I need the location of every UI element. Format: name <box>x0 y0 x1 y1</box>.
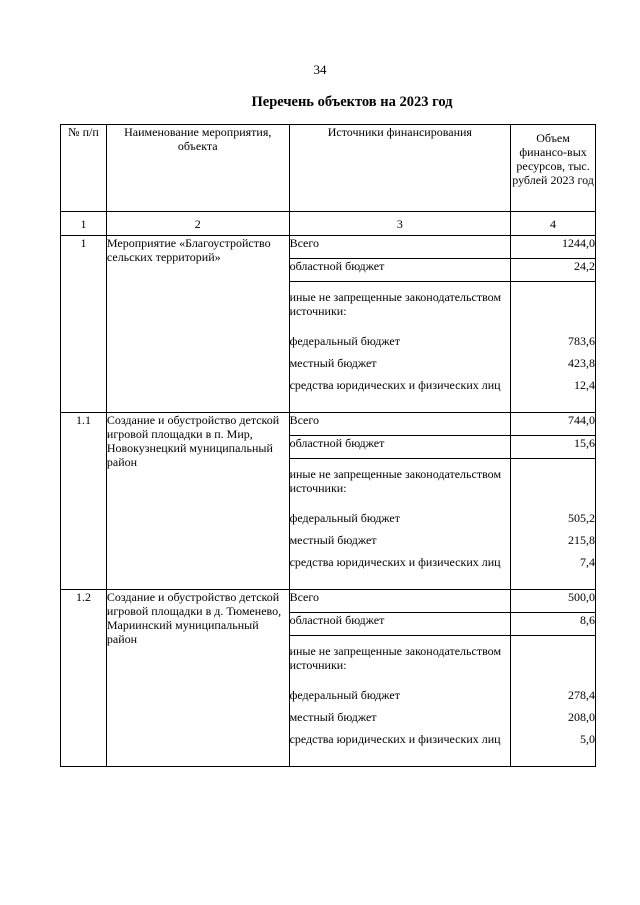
value-legal: 5,0 <box>511 732 596 767</box>
source-legal-label: средства юридических и физических лиц <box>289 555 511 590</box>
page-number: 34 <box>313 62 327 77</box>
row-number: 1 <box>61 236 107 413</box>
section-1-2 <box>61 590 596 767</box>
financing-table <box>60 124 596 767</box>
value-federal: 505,2 <box>511 511 596 533</box>
value-other <box>511 282 596 335</box>
value-total: 1244,0 <box>511 236 596 259</box>
source-regional-label: областной бюджет <box>289 613 511 636</box>
row-number: 1.2 <box>61 590 107 767</box>
source-local-label: местный бюджет <box>289 533 511 555</box>
column-number: 1 <box>61 212 107 236</box>
value-local: 208,0 <box>511 710 596 732</box>
column-number: 2 <box>106 212 289 236</box>
source-other-label: иные не запрещенные законодательством источники: <box>289 282 511 335</box>
section-1-1 <box>61 413 596 590</box>
value-regional: 24,2 <box>511 259 596 282</box>
value-total: 500,0 <box>511 590 596 613</box>
value-regional: 15,6 <box>511 436 596 459</box>
header-row <box>61 125 596 212</box>
column-number: 3 <box>289 212 511 236</box>
value-federal: 278,4 <box>511 688 596 710</box>
value-legal: 7,4 <box>511 555 596 590</box>
section-1 <box>61 236 596 413</box>
table-row <box>61 236 596 259</box>
source-other-label: иные не запрещенные законодательством источники: <box>289 636 511 689</box>
header-volume: Объем финансо-вых ресурсов, тыс. рублей 2023 год <box>511 125 596 212</box>
header-num: № п/п <box>61 125 107 212</box>
table-row <box>61 590 596 613</box>
value-other <box>511 636 596 689</box>
value-other <box>511 459 596 512</box>
value-total: 744,0 <box>511 413 596 436</box>
column-number-row <box>61 212 596 236</box>
source-federal-label: федеральный бюджет <box>289 688 511 710</box>
source-legal-label: средства юридических и физических лиц <box>289 378 511 413</box>
source-other-label: иные не запрещенные законодательством источники: <box>289 459 511 512</box>
source-total-label: Всего <box>289 236 511 259</box>
source-federal-label: федеральный бюджет <box>289 511 511 533</box>
source-total-label: Всего <box>289 413 511 436</box>
value-regional: 8,6 <box>511 613 596 636</box>
value-federal: 783,6 <box>511 334 596 356</box>
source-federal-label: федеральный бюджет <box>289 334 511 356</box>
source-total-label: Всего <box>289 590 511 613</box>
source-regional-label: областной бюджет <box>289 259 511 282</box>
value-local: 423,8 <box>511 356 596 378</box>
value-legal: 12,4 <box>511 378 596 413</box>
source-local-label: местный бюджет <box>289 356 511 378</box>
header-source: Источники финансирования <box>289 125 511 212</box>
event-name: Создание и обустройство детской игровой площадки в д. Тюменево, Мариинский муниципальный район <box>106 590 289 767</box>
row-number: 1.1 <box>61 413 107 590</box>
event-name: Мероприятие «Благоустройство сельских территорий» <box>106 236 289 413</box>
column-number: 4 <box>511 212 596 236</box>
header-name: Наименование мероприятия, объекта <box>106 125 289 212</box>
source-legal-label: средства юридических и физических лиц <box>289 732 511 767</box>
source-local-label: местный бюджет <box>289 710 511 732</box>
source-regional-label: областной бюджет <box>289 436 511 459</box>
event-name: Создание и обустройство детской игровой площадки в п. Мир, Новокузнецкий муниципальный район <box>106 413 289 590</box>
document-title: Перечень объектов на 2023 год <box>251 94 453 110</box>
table-row <box>61 413 596 436</box>
value-local: 215,8 <box>511 533 596 555</box>
